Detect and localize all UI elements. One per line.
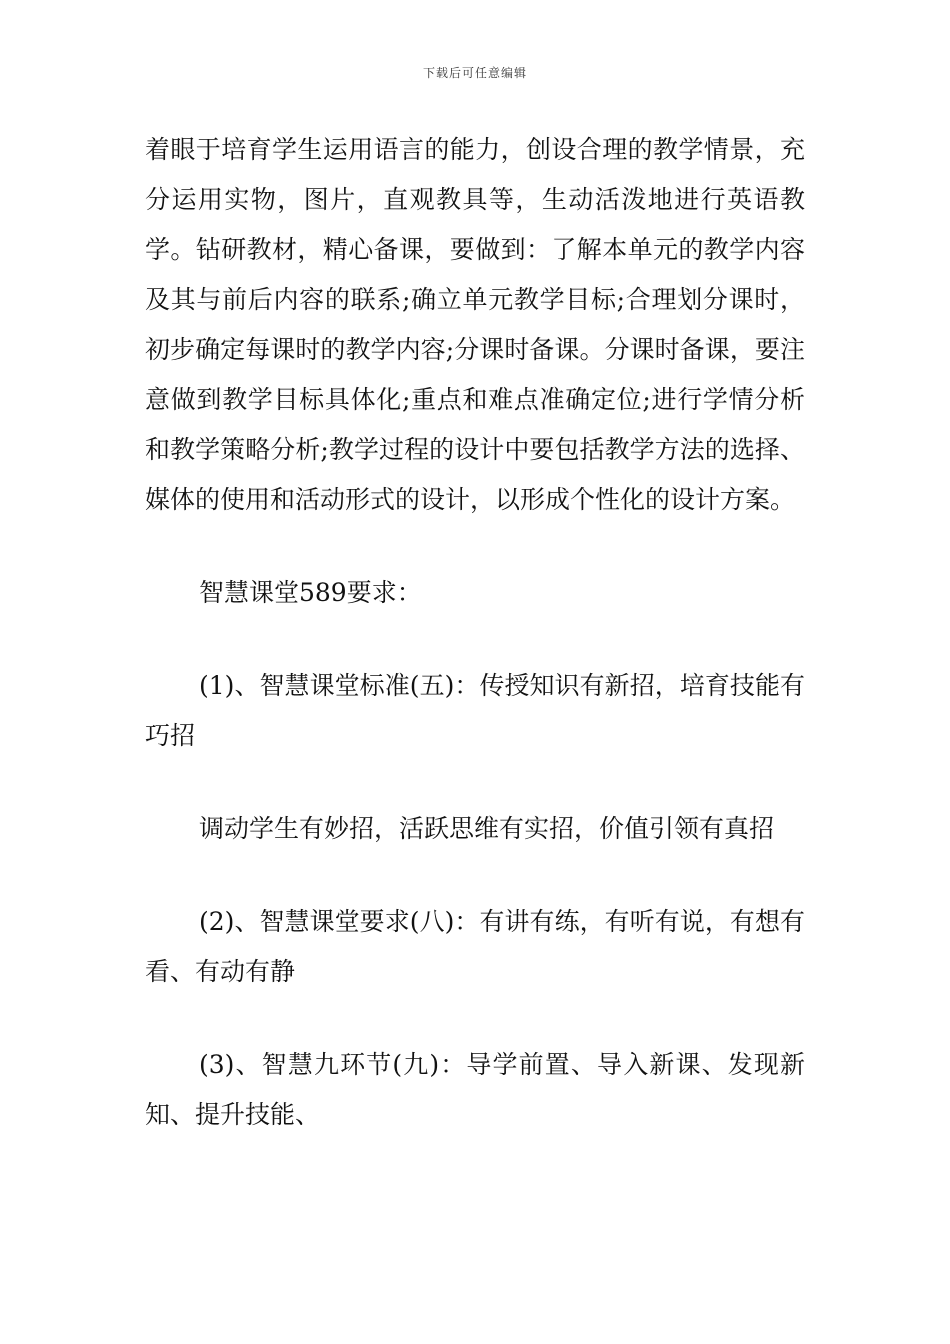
paragraph-teaching-approach: 着眼于培育学生运用语言的能力，创设合理的教学情景，充分运用实物，图片，直观教具等，生动活泼地进行英语教学。钻研教材，精心备课，要做到：了解本单元的教学内容及其与前后内容的联系;确立单元教学目标;合理划分课时，初步确定每课时的教学内容;分课时备课。分课时备课，要注意做到教学目标具体化;重点和难点准确定位;进行学情分析和教学策略分析;教学过程的设计中要包括教学方法的选择、媒体的使用和活动形式的设计，以形成个性化的设计方案。 [145, 135, 805, 514]
page-header: 下载后可任意编辑 [422, 66, 527, 80]
document-body [145, 125, 805, 1140]
paragraph-standard-five: (1)、智慧课堂标准(五)：传授知识有新招，培育技能有巧招 [145, 671, 805, 750]
paragraph-nine-steps: (3)、智慧九环节(九)：导学前置、导入新课、发现新知、提升技能、 [145, 1050, 805, 1129]
paragraph-requirement-eight: (2)、智慧课堂要求(八)：有讲有练，有听有说，有想有看、有动有静 [145, 907, 805, 986]
paragraph-standard-five-continued: 调动学生有妙招，活跃思维有实招，价值引领有真招 [199, 814, 775, 843]
paragraph-smart-classroom-heading: 智慧课堂589要求： [199, 578, 422, 607]
